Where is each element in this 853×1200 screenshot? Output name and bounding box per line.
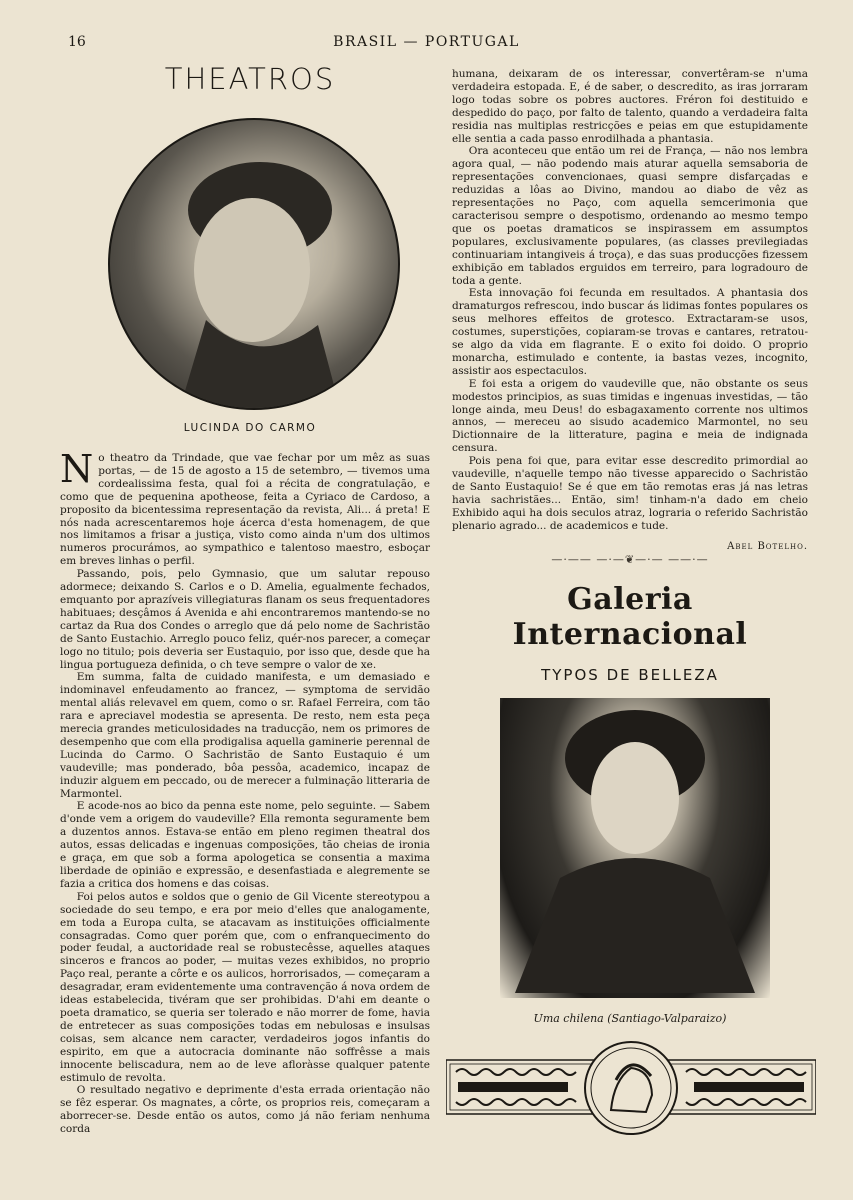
drop-cap: N <box>60 447 94 491</box>
right-article-column <box>452 68 808 554</box>
left-article-column <box>60 447 430 1136</box>
portrait-figure <box>500 698 770 998</box>
article-paragraph: E acode-nos ao bico da penna este nome, pelo seguinte. — Sabem d'onde vem a origem do vaudeville? Ella remonta seguramente bem a duzentos annos. Estava-se então em pleno regimen theatral dos autos, essas delicadas e ingenuas composições, tão cheias de ironia e graça, em que sob a forma apologetica se consentia a maxima liberdade de opinião e expressão, e desenfastiada e alegremente se fazia a critica dos homens e das coisas. <box>60 800 430 890</box>
article-paragraph: Pois pena foi que, para evitar esse descredito primordial ao vaudeville, n'aquelle tempo não tivesse apparecido o Sachristão de Santo Eustaquio! Se é que em tão remotas eras já nas letras havia sachristães... Então, sim! tinham-n'a dado em cheio Exhibido aqui ha dois seculos atraz, lograria o referido Sachristão plenario agrado... de academicos e tude. <box>452 455 808 532</box>
gallery-subtitle: TYPOS DE BELLEZA <box>541 666 719 684</box>
portrait-chilena <box>500 698 770 998</box>
gallery-caption: Uma chilena (Santiago-Valparaizo) <box>533 1012 727 1025</box>
portrait-caption: LUCINDA DO CARMO <box>183 422 317 434</box>
running-header: BRASIL — PORTUGAL <box>333 34 520 50</box>
article-paragraph: Passando, pois, pelo Gymnasio, que um salutar repouso adormece; deixando S. Carlos e o D. Amelia, egualmente fechados, emquanto por aprazíveis villegiaturas flanam os seus frequentadores habituaes; desçâmos á Avenida e ahi encontraremos mantendo-se no cartaz da Rua dos Condes o arreglo que dá pelo nome de Sachristão de Santo Eustachio. Arreglo pouco feliz, quér-nos parecer, a começar logo no titulo; pois deveria ser Eustaquio, por isso que, desde que ha lingua portugueza definida, o ch teve sempre o valor de xe. <box>60 568 430 671</box>
page-number: 16 <box>68 34 86 50</box>
article-paragraph: Ora aconteceu que então um rei de França, — não nos lembra agora qual, — não podendo mais aturar aquella semsaboria de representações convencionaes, quasi sempre disfarçadas e reduzidas a lôas ao Divino, mandou ao diabo de vêz as representações no Paço, com aquella semcerimonia que caracterisou sempre o despotismo, ordenando ao mesmo tempo que os poetas dramaticos se inspirassem em assumptos populares, exclusivamente populares, (as classes previlegiadas continuariam intangiveis á troça), e das suas producções fizessem exhibição em tablados erguidos em terreiro, para logradouro de toda a gente. <box>452 145 808 287</box>
portrait-lucinda-do-carmo <box>108 118 400 410</box>
decorative-border-ornament <box>446 1040 816 1136</box>
article-paragraph: Esta innovação foi fecunda em resultados. A phantasia dos dramaturgos refrescou, indo buscar ás lidimas fontes populares os seus melhores effeitos de grotesco. Extractaram-se usos, costumes, superstições, copiaram-se trovas e cantares, retratou-se algo da vida em flagrante. E o exito foi doido. O proprio monarcha, estimulado e contente, ia bastas vezes, incognito, assistir aos espectaculos. <box>452 287 808 377</box>
article-paragraph: No theatro da Trindade, que vae fechar por um mêz as suas portas, — de 15 de agosto a 15 de setembro, — tivemos uma cordealissima festa, qual foi a récita de congratulação, e como que de pequenina apotheose, feita a Cyriaco de Cardoso, a proposito da bicentessima representação da revista, Ali... á preta! E nós nada acrescentaremos hoje ácerca d'esta homenagem, de que nos limitamos a frisar a justiça, visto como ainda n'um dos ultimos numeros procurámos, ao sympathico e talentoso maestro, esboçar em breves linhas o perfil. <box>60 447 430 568</box>
gallery-title: Galeria Internacional <box>512 582 748 652</box>
article-paragraph: humana, deixaram de os interessar, convertêram-se n'uma verdadeira estopada. E, é de saber, o descredito, as iras jorraram logo todas sobre os pobres auctores. Fréron foi destituido e despedido do paço, por falto de talento, quando a verdadeira falta residia nas multiplas restricções e peias em que estupidamente elle sentia a cada passo enrodilhada a phantasia. <box>452 68 808 145</box>
section-divider: —·—— —·—❦—·— ——·— <box>551 553 709 566</box>
article-paragraph: Foi pelos autos e soldos que o genio de Gil Vicente stereotypou a sociedade do seu tempo, e era por meio d'elles que analogamente, em toda a Europa culta, se atacavam as instituições officialmente consagradas. Como quer porém que, com o enfranquecimento do poder feudal, a auctoridade real se robustecêsse, aquelles ataques sinceros e francos ao poder, — muitas vezes exhibidos, no proprio Paço real, perante a côrte e os aulicos, horrorisados, — começaram a desagradar, eram evidentemente uma contravenção á nova ordem de ideas estabelecida, tivéram que ser prohibidas. D'ahi em deante o poeta dramatico, se queria ser tolerado e não morrer de fome, havia de entretecer as suas composições todas em nebulosas e insulsas coisas, sem alcance nem caracter, verdadeiros jogos infantis do espirito, em que a autocracia dominante não soffrêsse a mais innocente beliscadura, nem ao de leve afloràsse qualquer patente estimulo de revolta. <box>60 890 430 1084</box>
author-signature: Abel Botelho. <box>727 540 808 552</box>
article-paragraph: Em summa, falta de cuidado manifesta, e um demasiado e indominavel enfeudamento ao francez, — symptoma de servidão mental aliás relevavel em quem, como o sr. Rafael Ferreira, com tão rara e apreciavel modestia se apresenta. De resto, nem esta peça merecia grandes meticulosidades na traducção, nem os primores de desempenho que com ella prodigalisa aquella gaminerie perennal de Lucinda do Carmo. O Sachristão de Santo Eustaquio é um vaudeville; mas ponderado, bôa pessôa, academico, incapaz de induzir alguem em peccado, ou de merecer a fulminação litteraria de Marmontel. <box>60 671 430 800</box>
article-paragraph: O resultado negativo e deprimente d'esta errada orientação não se fêz esperar. Os magnates, a côrte, os proprios reis, começaram a aborrecer-se. Desde então os autos, como já não feriam nenhuma corda <box>60 1084 430 1136</box>
portrait-figure <box>110 120 398 408</box>
section-title: THEATROS <box>164 62 336 96</box>
article-paragraph: E foi esta a origem do vaudeville que, não obstante os seus modestos principios, as suas timidas e ingenuas investidas, — tão longe ainda, meu Deus! do esbagaxamento corrente nos ultimos annos, — mereceu ao sisudo academico Marmontel, no seu Dictionnaire de la litterature, pagina e meia de indignada censura. <box>452 377 808 455</box>
